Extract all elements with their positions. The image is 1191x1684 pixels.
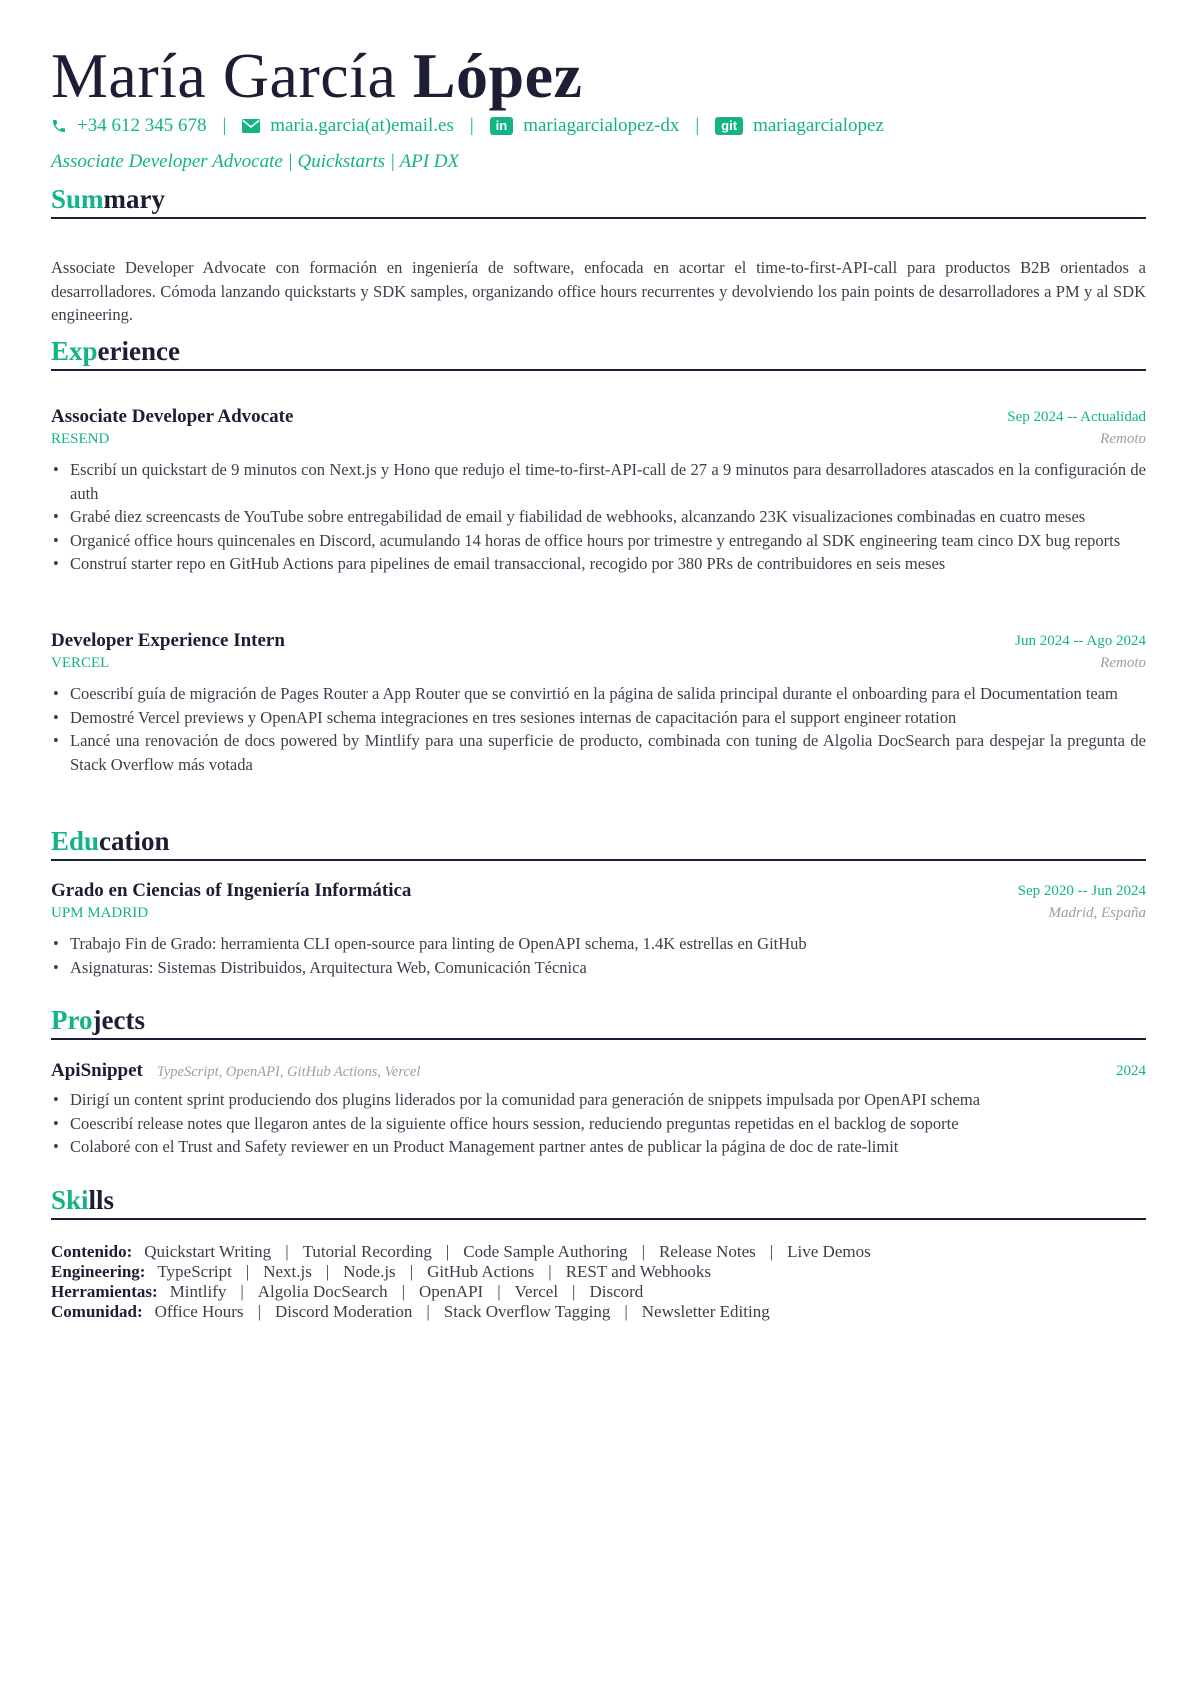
separator: | (469, 115, 474, 136)
job-dates: Jun 2024 -- Ago 2024 (1015, 633, 1146, 649)
skill-row (51, 1282, 1146, 1302)
skill-item: Office Hours (154, 1302, 244, 1321)
school-name: UPM MADRID (51, 905, 149, 921)
title-highlight: Exp (51, 336, 98, 366)
list-item: • Escribí un quickstart de 9 minutos con Next.js y Hono que redujo el time-to-first-API-call de 27 a 9 minutos para desarrolladores atascados en la configuración de auth (51, 458, 1146, 505)
linkedin-icon: in (490, 117, 514, 135)
contact-bar (51, 112, 884, 140)
education-bullets (51, 932, 1146, 979)
phone-text: +34 612 345 678 (77, 115, 207, 136)
candidate-name (51, 38, 582, 114)
contact-phone[interactable] (51, 115, 206, 137)
skill-separator: | (409, 1262, 414, 1281)
title-rest: erience (97, 336, 180, 366)
job-company: RESEND (51, 431, 110, 447)
skill-item: Discord Moderation (274, 1302, 413, 1321)
separator: | (695, 115, 700, 136)
title-rest: jects (92, 1005, 145, 1035)
skill-item: Algolia DocSearch (257, 1282, 388, 1301)
skill-item: Mintlify (169, 1282, 227, 1301)
list-item: • Trabajo Fin de Grado: herramienta CLI open-source para linting de OpenAPI schema, 1.4K estrellas en GitHub (51, 932, 1146, 956)
skill-separator: | (624, 1302, 628, 1321)
skill-item: Tutorial Recording (302, 1242, 432, 1261)
list-item: • Coescribí guía de migración de Pages Router a App Router que se convirtió en la página de salida principal durante el onboarding para el Documentation team (51, 682, 1146, 706)
separator: | (222, 115, 227, 136)
title-highlight: Sum (51, 184, 104, 214)
list-item: • Colaboré con el Trust and Safety reviewer en un Product Management partner antes de publicar la página de doc de rate-limit (51, 1135, 1146, 1159)
skill-separator: | (257, 1302, 261, 1321)
section-title-projects (51, 1003, 1146, 1040)
skill-item: Node.js (343, 1262, 396, 1281)
list-item: • Coescribí release notes que llegaron antes de la siguiente office hours session, reduciendo preguntas repetidas en el backlog de soporte (51, 1112, 1146, 1136)
phone-icon (51, 118, 67, 134)
skill-category: Engineering: (51, 1262, 146, 1281)
title-highlight: Edu (51, 826, 100, 856)
job-bullets (51, 458, 1146, 576)
contact-linkedin[interactable] (490, 115, 680, 137)
skill-row (51, 1262, 1146, 1282)
title-highlight: Ski (51, 1185, 89, 1215)
skill-category: Contenido: (51, 1242, 133, 1261)
first-names: María García (51, 40, 397, 111)
job-bullets (51, 682, 1146, 776)
github-icon: git (715, 117, 743, 135)
skill-item: OpenAPI (419, 1282, 484, 1301)
project-tech: TypeScript, OpenAPI, GitHub Actions, Vercel (156, 1064, 421, 1080)
skill-row (51, 1242, 1146, 1262)
skill-category: Herramientas: (51, 1282, 158, 1301)
list-item: • Organicé office hours quincenales en Discord, acumulando 14 horas de office hours por trimestre y entregando al SDK engineering team cinco DX bug reports (51, 529, 1146, 553)
skill-item: Release Notes (658, 1242, 756, 1261)
github-link[interactable]: mariagarcialopez (753, 115, 884, 136)
section-title-skills (51, 1183, 1146, 1220)
title-rest: lls (88, 1185, 115, 1215)
list-item: • Lancé una renovación de docs powered by Mintlify para una superficie de producto, combinada con tuning de Algolia DocSearch para despejar la pregunta de Stack Overflow más votada (51, 729, 1146, 776)
project-title (51, 1060, 420, 1082)
skill-separator: | (401, 1282, 405, 1301)
job-company: VERCEL (51, 655, 110, 671)
skill-separator: | (240, 1282, 244, 1301)
skill-separator: | (285, 1242, 289, 1261)
title-rest: cation (99, 826, 170, 856)
skill-separator: | (245, 1262, 250, 1281)
skill-separator: | (548, 1262, 552, 1281)
section-title-education (51, 824, 1146, 861)
skill-item: Live Demos (787, 1242, 871, 1261)
title-rest: mary (103, 184, 166, 214)
job-title: Developer Experience Intern (51, 630, 285, 651)
job-title: Associate Developer Advocate (51, 406, 294, 427)
section-title-experience (51, 334, 1146, 371)
list-item: • Construí starter repo en GitHub Actions para pipelines de email transaccional, recogido por 380 PRs de contribuidores en seis meses (51, 552, 1146, 576)
skill-separator: | (497, 1282, 501, 1301)
list-item: • Grabé diez screencasts de YouTube sobre entregabilidad de email y fiabilidad de webhooks, alcanzando 23K visualizaciones combinadas en cuatro meses (51, 505, 1146, 529)
skill-item: Quickstart Writing (144, 1242, 272, 1261)
skill-row (51, 1302, 1146, 1322)
skill-item: Vercel (514, 1282, 559, 1301)
skill-item: Discord (589, 1282, 644, 1301)
project-year: 2024 (1116, 1063, 1146, 1079)
summary-text: Associate Developer Advocate con formación en ingeniería de software, enfocada en acortar el time-to-first-API-call para productos B2B orientados a desarrolladores. Cómoda lanzando quickstarts y SDK samples, organizando office hours recurrentes y devolviendo los pain points de desarrolladores a PM y al SDK engineering. (51, 258, 1146, 324)
contact-email[interactable] (242, 115, 454, 137)
education-location: Madrid, España (1048, 905, 1146, 921)
skill-item: Stack Overflow Tagging (443, 1302, 611, 1321)
project-bullets (51, 1088, 1146, 1159)
skill-item: Next.js (263, 1262, 312, 1281)
skill-item: Newsletter Editing (641, 1302, 770, 1321)
contact-github[interactable] (715, 115, 884, 137)
degree-title: Grado en Ciencias of Ingeniería Informática (51, 880, 412, 901)
linkedin-link[interactable]: mariagarcialopez-dx (523, 115, 680, 136)
list-item: • Dirigí un content sprint produciendo dos plugins liderados por la comunidad para generación de snippets impulsada por OpenAPI schema (51, 1088, 1146, 1112)
title-highlight: Pro (51, 1005, 93, 1035)
skill-separator: | (641, 1242, 645, 1261)
list-item: • Asignaturas: Sistemas Distribuidos, Arquitectura Web, Comunicación Técnica (51, 956, 1146, 980)
skills-list (51, 1242, 1146, 1322)
skill-separator: | (572, 1282, 576, 1301)
skill-separator: | (325, 1262, 330, 1281)
skill-separator: | (769, 1242, 774, 1261)
section-title-summary (51, 182, 1146, 219)
education-dates: Sep 2020 -- Jun 2024 (1017, 883, 1146, 899)
last-name: López (412, 40, 583, 111)
skill-item: GitHub Actions (427, 1262, 535, 1281)
skill-item: TypeScript (157, 1262, 232, 1281)
skill-item: REST and Webhooks (565, 1262, 712, 1281)
list-item: • Demostré Vercel previews y OpenAPI schema integraciones en tres sesiones internas de capacitación para el support engineer rotation (51, 706, 1146, 730)
job-dates: Sep 2024 -- Actualidad (1007, 409, 1146, 425)
job-location: Remoto (1100, 655, 1146, 671)
envelope-icon (242, 119, 260, 133)
email-link[interactable]: maria.garcia(at)email.es (270, 115, 454, 136)
tagline: Associate Developer Advocate | Quickstarts | API DX (51, 151, 460, 172)
skill-item: Code Sample Authoring (463, 1242, 628, 1261)
project-name: ApiSnippet (51, 1060, 143, 1081)
skill-separator: | (426, 1302, 430, 1321)
job-location: Remoto (1100, 431, 1146, 447)
skill-category: Comunidad: (51, 1302, 143, 1321)
skill-separator: | (445, 1242, 450, 1261)
